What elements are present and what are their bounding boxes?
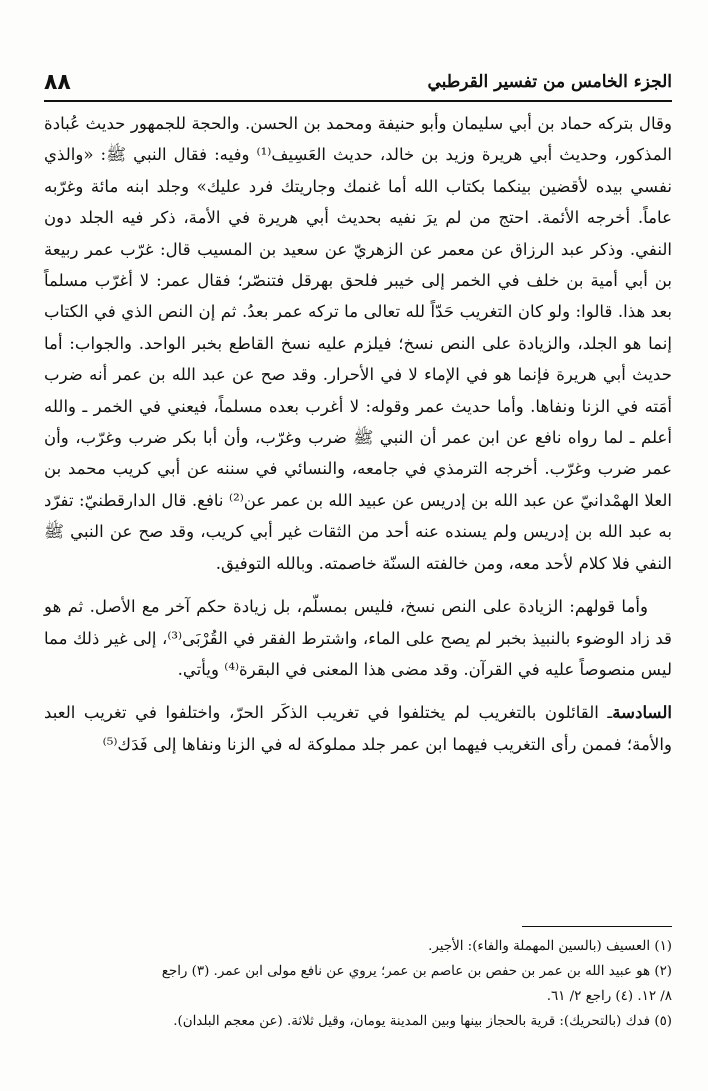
paragraph-1: وقال بتركه حماد بن أبي سليمان وأبو حنيفة ومحمد بن الحسن. والحجة للجمهور حديث عُبادة المذكور، وحديث أبي هريرة وزيد بن خالد، حديث العَسِيف⁽¹⁾ وفيه: فقال النبي ﷺ: «والذي نفسي بيده لأقضين بينكما بكتاب الله أما غنمك وجاريتك فرد عليك» وجلد ابنه مائة وغرّبه عاماً. أخرجه الأئمة. احتج من لم يرَ نفيه بحديث أبي هريرة في الأمة، ذكر فيه الجلد دون النفي. وذكر عبد الرزاق عن معمر عن الزهريّ عن سعيد بن المسيب قال: غرّب عمر ربيعة بن أبي أمية بن خلف في الخمر إلى خيبر فلحق بهرقل فتنصّر؛ فقال عمر: لا أغرّب مسلماً بعد هذا. قالوا: ولو كان التغريب حَدّاً لله تعالى ما تركه عمر بعدُ. ثم إن النص الذي في الكتاب إنما هو الجلد، والزيادة على النص نسخ؛ فيلزم عليه نسخ القاطع بخبر الواحد. والجواب: أما حديث أبي هريرة فإنما هو في الإماء لا في الأحرار. وقد صح عن عبد الله بن عمر أنه ضرب أمَته في الزنا ونفاها. وأما حديث عمر وقوله: لا أغرب بعده مسلماً، فيعني في الخمر ـ والله أعلم ـ لما رواه نافع عن ابن عمر أن النبي ﷺ ضرب وغرّب، وأن أبا بكر ضرب وغرّب، وأن عمر ضرب وغرّب. أخرجه الترمذي في جامعه، والنسائي في سننه عن أبي كريب محمد بن العلا الهمْدانيّ عن عبد الله بن إدريس عن عبيد الله بن عمر عن⁽²⁾ نافع. قال الدارقطنيّ: تفرّد به عبد الله بن إدريس ولم يسنده عنه أحد من الثقات غير أبي كريب، وقد صح عن النبي ﷺ النفي فلا كلام لأحد معه، ومن خالفته السنّة خاصمته. وبالله التوفيق. [44, 114, 673, 573]
page-header [44, 66, 672, 98]
footnote-5: (٥) فدك (بالتحريك): قرية بالحجاز بينها وبين المدينة يومان، وقيل ثلاثة. (عن معجم البلدان). [173, 1014, 672, 1029]
footnotes [44, 934, 672, 1034]
paragraph-3 [44, 697, 672, 760]
paragraph-2: وأما قولهم: الزيادة على النص نسخ، فليس بمسلّم، بل زيادة حكم آخر مع الأصل. ثم هو قد زاد الوضوء بالنبيذ بخبر لم يصح على الماء، واشترط الفقر في القُرْبَى⁽³⁾، إلى غير ذلك مما ليس منصوصاً عليه في القرآن. وقد مضى هذا المعنى في البقرة⁽⁴⁾ ويأتي. [44, 597, 672, 679]
page-number: ٨٨ [44, 69, 71, 95]
footnote-3-4: ٨/ ١٢. (٤) راجع ٢/ ٦١. [546, 989, 672, 1004]
section-keyword: السادسة [612, 702, 672, 723]
header-divider [44, 100, 672, 102]
paragraph-3-text: ـ القائلون بالتغريب لم يختلفوا في تغريب الذكَر الحرّ، واختلفوا في تغريب العبد والأمة؛ فممن رأى التغريب فيهما ابن عمر جلد مملوكة له في الزنا ونفاها إلى فَدَك⁽⁵⁾ [44, 703, 672, 754]
footnote-2: (٢) هو عبيد الله بن عمر بن حفص بن عاصم بن عمر؛ يروي عن نافع مولى ابن عمر. (٣) راجع [161, 964, 672, 979]
main-text [44, 108, 672, 760]
footnote-1: (١) العسيف (بالسين المهملة والفاء): الأجير. [428, 939, 672, 954]
footnote-divider [522, 926, 672, 927]
running-title: الجزء الخامس من تفسير القرطبي [427, 72, 672, 92]
